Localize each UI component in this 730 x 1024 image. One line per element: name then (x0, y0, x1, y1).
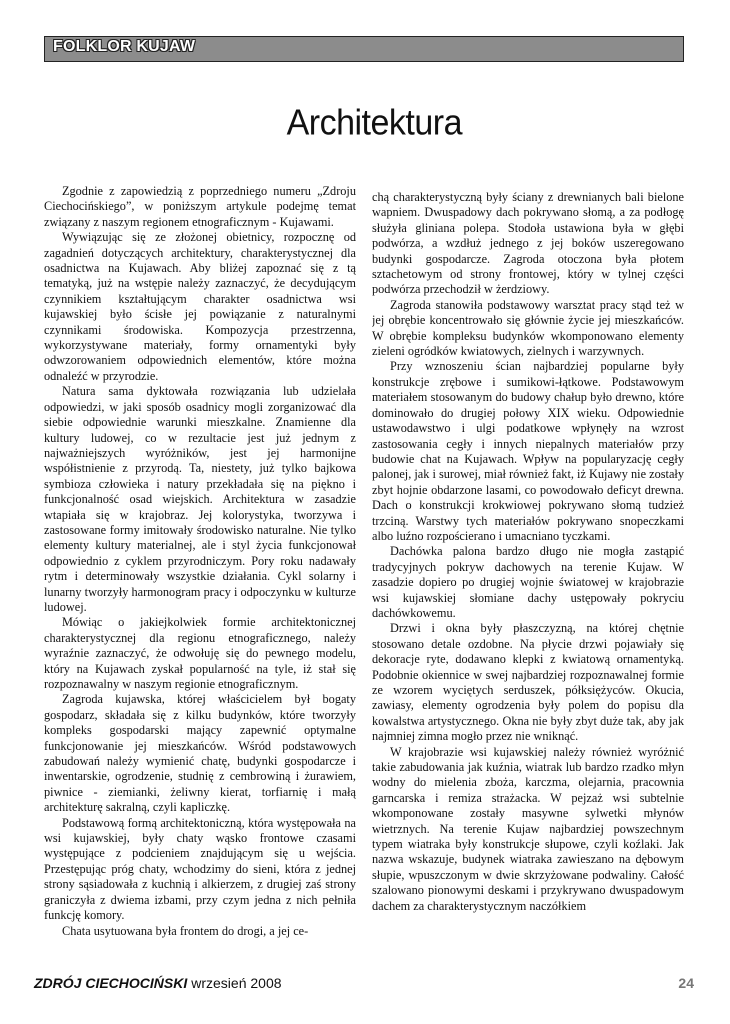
publication-date: wrzesień 2008 (191, 975, 282, 991)
paragraph: Podstawową formą architektoniczną, która występowała na wsi kujawskiej, były chaty wąsko frontowe czasami występujące z podcieniem znajdującym się u wejścia. Przestępując próg chaty, wchodzimy do sieni, która z jednej strony sąsiadowała z kuchnią i alkierzem, z drugiej zaś strony graniczyła z dwiema izbami, przy czym jedna z nich pełniła funkcję komory. (44, 815, 356, 923)
page-number: 24 (678, 975, 694, 991)
paragraph: Dachówka palona bardzo długo nie mogła zastąpić tradycyjnych pokryw dachowych na terenie Kujaw. W zasadzie dopiero po drugiej wojnie światowej w krajobrazie wsi kujawskiej słomiane dachy ustępowały pokryciu dachówkowemu. (372, 544, 684, 620)
article-column-left (44, 184, 356, 962)
paragraph: Natura sama dyktowała rozwiązania lub udzielała odpowiedzi, w jaki sposób osadnicy mogli zorganizować dla siebie odpowiednie warunki mieszkalne. Znamienne dla kultury ludowej, co w rezultacie jest już jednym z najważniejszych wyróżników, jest jej harmonijne współistnienie z przyrodą. Ta, niestety, już tylko bajkowa symbioza człowieka i natury przekładała się na piękno i funkcjonalność osad wiejskich. Architektura w zasadzie wtapiała się w krajobraz. Jej kolorystyka, tworzywa i zastosowane formy imitowały środowisko naturalne. Nie tylko elementy kultury materialnej, ale i styl życia funkcjonował odpowiednio z cyklem przyrodniczym. Pory roku nadawały rytm i determinowały wszystkie działania. Cykl solarny i lunarny tworzyły harmonogram pracy i odpoczynku w kulturze ludowej. (44, 384, 356, 614)
paragraph: Zagroda stanowiła podstawowy warsztat pracy stąd też w jej obrębie koncentrowało się głównie życie jej mieszkańców. W obrębie kompleksu budynków wkomponowano elementy zieleni ogródków kwiatowych, zielnych i warzywnych. (372, 297, 684, 359)
article-column-right (372, 190, 684, 968)
paragraph: Mówiąc o jakiejkolwiek formie architektonicznej charakterystycznej dla regionu etnograficznego, należy wyraźnie zaznaczyć, że odwołuję się do pewnego modelu, który na Kujawach zyskał popularność na tyle, iż stał się rozpoznawalny w naszym regionie etnograficznym. (44, 615, 356, 691)
section-header-bar (44, 36, 684, 62)
section-label: FOLKLOR KUJAW (53, 38, 196, 55)
paragraph: Przy wznoszeniu ścian najbardziej popularne były konstrukcje zrębowe i sumikowi-łątkowe. Podstawowym materiałem stosowanym do budowy chałup było drewno, które dominowało do drugiej połowy XIX wieku. Odpowiednie ustawodawstwo i ulgi podatkowe wpłynęły na wzrost zastosowania cegły i innych niepalnych materiałów przy budowie chat na Kujawach. Wpływ na popularyzację cegły palonej, jak i surowej, miał również fakt, iż Kujawy nie zostały zbyt hojnie obdarzone lasami, co powodowało deficyt drewna. Dach o konstrukcji krokwiowej pokrywano słomą tudzież trzciną. Warstwy tych materiałów pokrywano snopeczkami albo luźno rozpościerano i umacniano tyczkami. (372, 359, 684, 543)
footer-publication (34, 975, 282, 991)
paragraph: Zgodnie z zapowiedzią z poprzedniego numeru „Zdroju Ciechocińskiego”, w poniższym artykule podejmę temat związany z naszym regionem etnograficznym - Kujawami. (44, 184, 356, 229)
article-title: Architektura (286, 103, 462, 143)
publication-name: ZDRÓJ CIECHOCIŃSKI (34, 975, 188, 991)
paragraph: Zagroda kujawska, której właścicielem był bogaty gospodarz, składała się z kilku budynków, które tworzyły kompleks gospodarski mający zapewnić optymalne funkcjonowanie jej mieszkańców. Wśród podstawowych zabudowań należy wymienić chatę, budynki gospodarcze i inwentarskie, ogrodzenie, studnię z cembrowiną i żurawiem, piwnice - ziemianki, żeliwny kierat, torfiarnię i małą architekturę sakralną, czyli kapliczkę. (44, 692, 356, 815)
paragraph: Chata usytuowana była frontem do drogi, a jej ce- (62, 923, 309, 938)
paragraph: Drzwi i okna były płaszczyzną, na której chętnie stosowano detale ozdobne. Na płycie drzwi pojawiały się dekoracje ryte, dodawano klepki z kwiatową ornamentyką. Podobnie okiennice w swej najbardziej rozpoznawalnej formie ze wzorem wyciętych serduszek, półksiężyców. Okucia, zawiasy, elementy ogrodzenia były polem do popisu dla kowalstwa artystycznego. Okna nie były zbyt duże tak, aby jak najmniej zimna mogło przez nie wniknąć. (372, 621, 684, 744)
paragraph-continuation: chą charakterystyczną były ściany z drewnianych bali bielone wapniem. Dwuspadowy dach pokrywano słomą, a za podłogę służyła gliniana polepa. Stodoła ustawiona była w głębi podwórza, a wzdłuż jednego z jej boków uszeregowano budynki gospodarcze. Zagroda otoczona była płotem sztachetowym od strony frontowej, który w tylnej części podwórza przechodził w żerdziowy. (372, 190, 684, 297)
paragraph: Wywiązując się ze złożonej obietnicy, rozpocznę od zagadnień dotyczących architektury, charakterystycznej dla osadnictwa na Kujawach. Aby bliżej zapoznać się z tą tematyką, już na wstępie należy zaznaczyć, że decydującym czynnikiem kształtującym charakter osadnictwa wsi kujawskiej było ścisłe jej powiązanie z naturalnymi czynnikami środowiska. Kompozycja przestrzenna, wykorzystywane materiały, formy ornamentyki były odwzorowaniem odpowiednich elementów, które można odnaleźć w przyrodzie. (44, 230, 356, 383)
paragraph: W krajobrazie wsi kujawskiej należy również wyróżnić takie zabudowania jak kuźnia, wiatrak lub bardzo rzadko młyn wodny do mielenia zboża, karczma, olejarnia, pracownia garncarska i remiza strażacka. W pejzaż wsi subtelnie wkomponowane zostały masywne sylwetki młynów wietrznych. Na terenie Kujaw najbardziej powszechnym typem wiatraka były konstrukcje słupowe, czyli koźlaki. Jak nazwa wskazuje, budynek wiatraka zawieszano na dębowym słupie, wpuszczonym w dwie skrzyżowane podwaliny. Całość szalowano pionowymi deskami i przykrywano dwuspadowym dachem za charakterystycznym naczółkiem (372, 744, 684, 913)
